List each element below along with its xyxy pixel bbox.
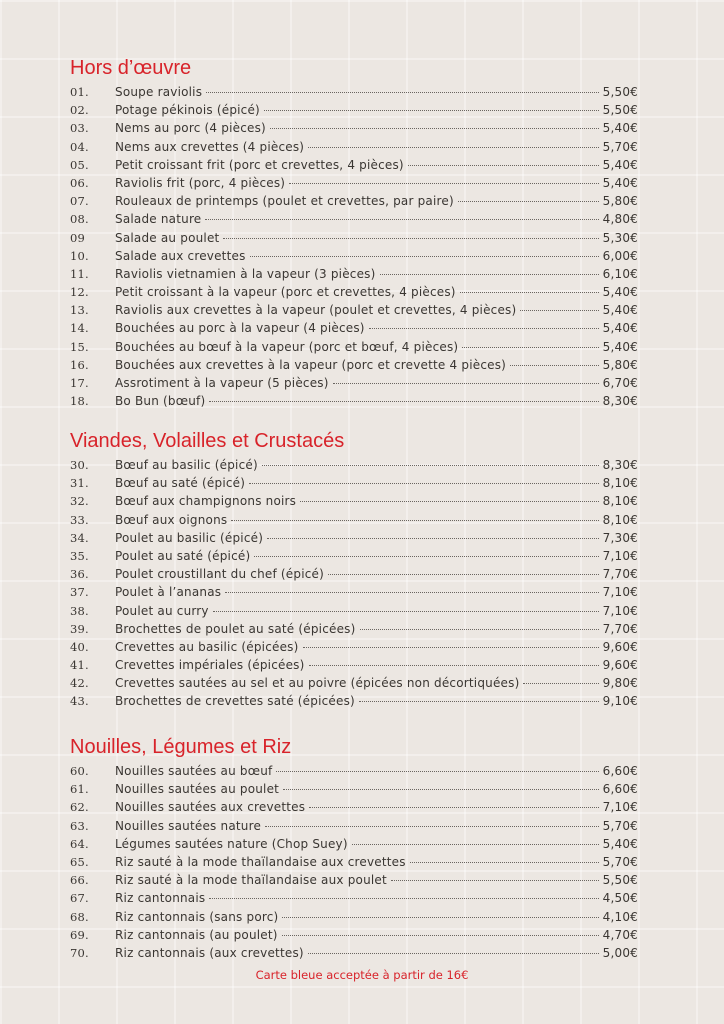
menu-item (70, 835, 638, 853)
item-number: 05. (70, 157, 89, 172)
item-name: Crevettes sautées au sel et au poivre (épicées non décortiquées) (115, 676, 520, 691)
item-number: 33. (70, 512, 89, 527)
item-name: Brochettes de poulet au saté (épicées) (115, 621, 356, 636)
item-name: Bœuf au saté (épicé) (115, 476, 246, 491)
item-price: 5,80€ (602, 357, 638, 372)
dot-leader (460, 292, 599, 293)
item-number: 34. (70, 530, 89, 545)
item-number: 07. (70, 194, 89, 209)
item-name: Potage pékinois (épicé) (115, 103, 260, 118)
menu-item (70, 889, 638, 907)
item-name: Nouilles sautées au poulet (115, 782, 280, 797)
menu-item (70, 492, 638, 510)
item-name: Crevettes au basilic (épicées) (115, 639, 299, 654)
item-name: Petit croissant à la vapeur (porc et crevettes, 4 pièces) (115, 285, 456, 300)
item-price: 9,10€ (602, 694, 638, 709)
item-number: 38. (70, 603, 89, 618)
item-number: 68. (70, 909, 89, 924)
item-name: Bœuf aux oignons (115, 512, 228, 527)
item-price: 5,50€ (602, 103, 638, 118)
item-price: 8,30€ (602, 394, 638, 409)
item-price: 4,10€ (602, 909, 638, 924)
item-price: 4,70€ (602, 927, 638, 942)
item-price: 9,60€ (602, 658, 638, 673)
item-price: 7,30€ (602, 530, 638, 545)
dot-leader (262, 465, 599, 466)
item-number: 65. (70, 854, 89, 869)
dot-leader (380, 274, 599, 275)
menu-item (70, 780, 638, 798)
menu-item (70, 283, 638, 301)
dot-leader (328, 574, 599, 575)
dot-leader (303, 647, 599, 648)
section-title: Hors d’œuvre (70, 57, 192, 79)
item-name: Bouchées aux crevettes à la vapeur (porc et crevette 4 pièces) (115, 357, 507, 372)
item-number: 61. (70, 782, 89, 797)
item-price: 5,40€ (602, 121, 638, 136)
item-number: 02. (70, 103, 89, 118)
dot-leader (309, 665, 599, 666)
item-price: 7,10€ (602, 548, 638, 563)
dot-leader (282, 917, 598, 918)
dot-leader (249, 483, 599, 484)
item-price: 7,10€ (602, 603, 638, 618)
item-number: 35. (70, 548, 89, 563)
item-price: 4,50€ (602, 891, 638, 906)
item-price: 8,10€ (602, 512, 638, 527)
menu-item (70, 871, 638, 889)
item-number: 30. (70, 458, 89, 472)
menu-item (70, 817, 638, 835)
dot-leader (225, 592, 598, 593)
menu-item (70, 101, 638, 119)
section-hors-doeuvre (70, 55, 638, 410)
item-price: 5,40€ (602, 157, 638, 172)
item-name: Poulet croustillant du chef (épicé) (115, 567, 324, 582)
item-number: 70. (70, 945, 89, 960)
item-number: 01. (70, 85, 89, 99)
section-title: Nouilles, Légumes et Riz (70, 736, 292, 758)
item-price: 5,50€ (602, 873, 638, 888)
menu-item (70, 602, 638, 620)
menu-item (70, 674, 638, 692)
menu-item (70, 529, 638, 547)
menu-item (70, 692, 638, 710)
item-number: 13. (70, 303, 89, 318)
item-name: Poulet au saté (épicé) (115, 548, 251, 563)
dot-leader (206, 92, 598, 93)
dot-leader (213, 611, 599, 612)
item-price: 7,10€ (602, 800, 638, 815)
menu-item (70, 338, 638, 356)
item-name: Salade aux crevettes (115, 248, 246, 263)
item-price: 5,40€ (602, 175, 638, 190)
item-name: Riz cantonnais (115, 891, 206, 906)
item-number: 17. (70, 376, 89, 390)
item-name: Petit croissant frit (porc et crevettes, 4 pièces) (115, 157, 404, 172)
item-price: 5,00€ (602, 945, 638, 960)
item-price: 5,50€ (602, 85, 638, 99)
item-price: 6,60€ (602, 782, 638, 797)
item-name: Nouilles sautées nature (115, 818, 262, 833)
item-name: Riz cantonnais (aux crevettes) (115, 945, 304, 960)
dot-leader (205, 219, 598, 220)
item-name: Salade nature (115, 212, 202, 227)
dot-leader (309, 807, 598, 808)
dot-leader (308, 953, 599, 954)
item-name: Assrotiment à la vapeur (5 pièces) (115, 376, 329, 390)
dot-leader (458, 201, 599, 202)
menu-item (70, 265, 638, 283)
menu-item (70, 908, 638, 926)
menu-item (70, 138, 638, 156)
item-number: 04. (70, 139, 89, 154)
menu-item (70, 229, 638, 247)
dot-leader (209, 401, 598, 402)
item-name: Raviolis aux crevettes à la vapeur (poulet et crevettes, 4 pièces) (115, 303, 517, 318)
item-name: Poulet au basilic (épicé) (115, 530, 264, 545)
dot-leader (520, 310, 598, 311)
dot-leader (289, 183, 598, 184)
dot-leader (270, 128, 599, 129)
item-name: Nouilles sautées aux crevettes (115, 800, 306, 815)
item-price: 5,40€ (602, 285, 638, 300)
item-number: 41. (70, 658, 89, 673)
item-price: 5,70€ (602, 139, 638, 154)
item-name: Légumes sautées nature (Chop Suey) (115, 836, 348, 851)
item-number: 40. (70, 639, 89, 654)
menu-item (70, 853, 638, 871)
item-name: Poulet au curry (115, 603, 209, 618)
item-price: 5,70€ (602, 818, 638, 833)
item-name: Nems aux crevettes (4 pièces) (115, 139, 305, 154)
dot-leader (267, 538, 599, 539)
dot-leader (510, 365, 599, 366)
dot-leader (209, 898, 598, 899)
item-name: Bouchées au porc à la vapeur (4 pièces) (115, 321, 365, 336)
item-price: 5,40€ (602, 339, 638, 354)
dot-leader (276, 771, 598, 772)
item-name: Riz sauté à la mode thaïlandaise aux poulet (115, 873, 387, 888)
dot-leader (254, 556, 598, 557)
item-number: 43. (70, 694, 89, 709)
item-name: Bœuf au basilic (épicé) (115, 458, 258, 472)
item-name: Rouleaux de printemps (poulet et crevettes, par paire) (115, 194, 454, 209)
item-number: 10. (70, 248, 89, 263)
dot-leader (369, 328, 599, 329)
dot-leader (408, 165, 599, 166)
item-name: Riz cantonnais (au poulet) (115, 927, 278, 942)
dot-leader (231, 520, 598, 521)
menu-item (70, 762, 638, 780)
menu-item (70, 83, 638, 101)
item-number: 63. (70, 818, 89, 833)
item-number: 60. (70, 764, 89, 778)
item-number: 15. (70, 339, 89, 354)
menu-item (70, 156, 638, 174)
item-number: 06. (70, 175, 89, 190)
item-name: Raviolis frit (porc, 4 pièces) (115, 175, 286, 190)
item-price: 5,30€ (602, 230, 638, 245)
dot-leader (223, 238, 598, 239)
item-price: 5,40€ (602, 836, 638, 851)
menu-item (70, 511, 638, 529)
dot-leader (462, 347, 598, 348)
menu-item (70, 620, 638, 638)
item-number: 03. (70, 121, 89, 136)
section-nouilles (70, 734, 638, 962)
item-price: 8,10€ (602, 494, 638, 509)
dot-leader (265, 826, 599, 827)
menu-item (70, 638, 638, 656)
dot-leader (283, 789, 599, 790)
menu-item (70, 565, 638, 583)
dot-leader (523, 683, 598, 684)
item-price: 6,60€ (602, 764, 638, 778)
menu-item (70, 192, 638, 210)
item-name: Riz cantonnais (sans porc) (115, 909, 279, 924)
item-price: 6,00€ (602, 248, 638, 263)
item-name: Poulet à l’ananas (115, 585, 222, 600)
item-number: 08. (70, 212, 89, 227)
item-number: 32. (70, 494, 89, 509)
item-price: 9,60€ (602, 639, 638, 654)
item-name: Soupe raviolis (115, 85, 203, 99)
item-number: 09 (70, 230, 86, 245)
menu-item (70, 301, 638, 319)
item-number: 64. (70, 836, 89, 851)
item-price: 4,80€ (602, 212, 638, 227)
item-price: 8,10€ (602, 476, 638, 491)
item-number: 31. (70, 476, 89, 491)
dot-leader (359, 701, 599, 702)
item-price: 7,70€ (602, 567, 638, 582)
section-title: Viandes, Volailles et Crustacés (70, 430, 345, 452)
item-price: 5,80€ (602, 194, 638, 209)
item-name: Crevettes impériales (épicées) (115, 658, 305, 673)
menu-item (70, 926, 638, 944)
item-name: Bo Bun (bœuf) (115, 394, 206, 409)
item-number: 36. (70, 567, 89, 582)
item-number: 39. (70, 621, 89, 636)
dot-leader (391, 880, 599, 881)
item-number: 11. (70, 266, 89, 281)
item-number: 42. (70, 676, 89, 691)
dot-leader (308, 147, 598, 148)
item-number: 37. (70, 585, 89, 600)
menu-item (70, 356, 638, 374)
menu-item (70, 547, 638, 565)
menu-item (70, 944, 638, 962)
dot-leader (250, 256, 599, 257)
item-name: Brochettes de crevettes saté (épicées) (115, 694, 355, 709)
item-number: 16. (70, 357, 89, 372)
item-price: 5,40€ (602, 321, 638, 336)
menu-item (70, 392, 638, 410)
item-number: 69. (70, 927, 89, 942)
menu-item (70, 374, 638, 392)
menu-item (70, 319, 638, 337)
dot-leader (333, 383, 599, 384)
menu-item (70, 798, 638, 816)
payment-note: Carte bleue acceptée à partir de 16€ (255, 968, 469, 982)
item-number: 67. (70, 891, 89, 906)
item-price: 9,80€ (602, 676, 638, 691)
item-name: Nems au porc (4 pièces) (115, 121, 266, 136)
item-name: Bouchées au bœuf à la vapeur (porc et bœuf, 4 pièces) (115, 339, 459, 354)
item-number: 12. (70, 285, 89, 300)
item-name: Raviolis vietnamien à la vapeur (3 pièces) (115, 266, 376, 281)
menu-item (70, 456, 638, 474)
item-name: Riz sauté à la mode thaïlandaise aux crevettes (115, 854, 406, 869)
menu-item (70, 210, 638, 228)
item-price: 6,10€ (602, 266, 638, 281)
dot-leader (300, 501, 599, 502)
item-price: 5,70€ (602, 854, 638, 869)
dot-leader (282, 935, 599, 936)
item-number: 14. (70, 321, 89, 336)
item-name: Nouilles sautées au bœuf (115, 764, 273, 778)
dot-leader (360, 629, 599, 630)
item-name: Bœuf aux champignons noirs (115, 494, 297, 509)
menu-item (70, 119, 638, 137)
item-name: Salade au poulet (115, 230, 220, 245)
dot-leader (352, 844, 599, 845)
menu-item (70, 247, 638, 265)
item-price: 7,10€ (602, 585, 638, 600)
item-price: 5,40€ (602, 303, 638, 318)
section-viandes (70, 428, 638, 711)
item-price: 6,70€ (602, 376, 638, 390)
item-number: 18. (70, 394, 89, 409)
item-number: 62. (70, 800, 89, 815)
menu-item (70, 656, 638, 674)
item-price: 8,30€ (602, 458, 638, 472)
menu-item (70, 583, 638, 601)
item-price: 7,70€ (602, 621, 638, 636)
dot-leader (410, 862, 599, 863)
item-number: 66. (70, 873, 89, 888)
menu-item (70, 474, 638, 492)
menu-item (70, 174, 638, 192)
dot-leader (264, 110, 599, 111)
